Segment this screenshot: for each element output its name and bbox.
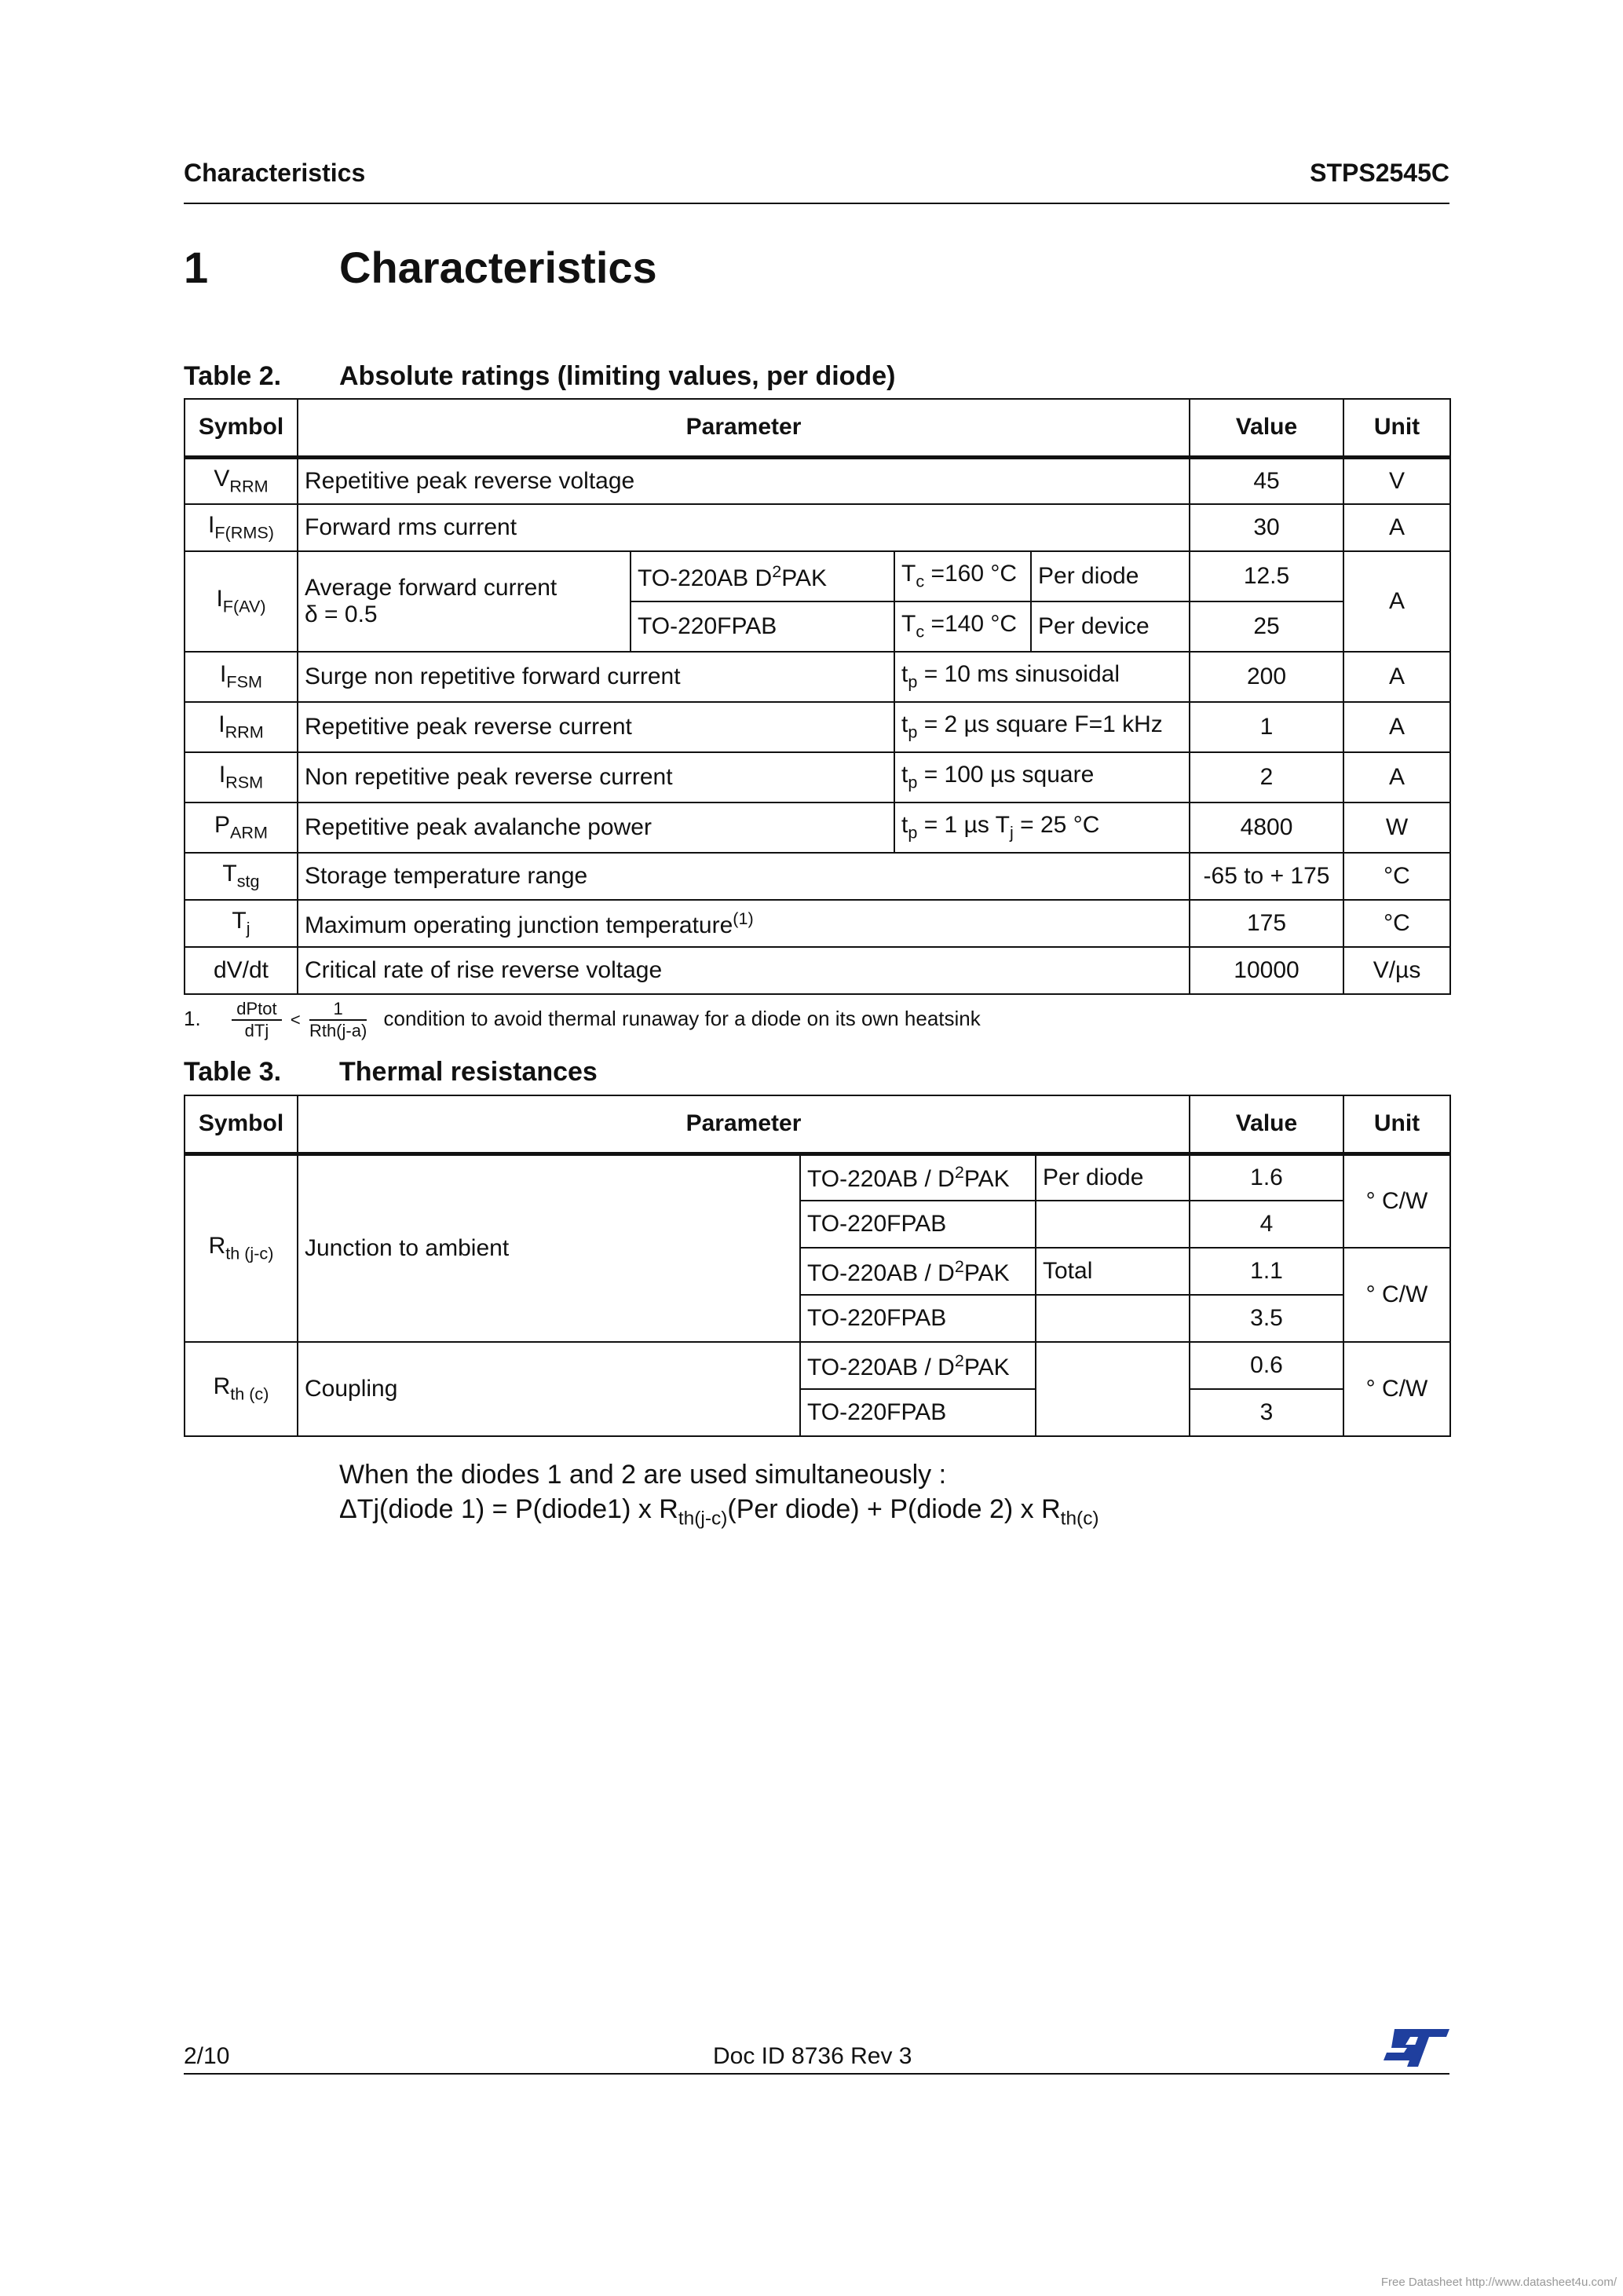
col-parameter: Parameter bbox=[298, 1095, 1190, 1153]
st-logo-icon bbox=[1384, 2027, 1449, 2068]
condition-cell: $T_c =140$ °C bbox=[894, 601, 1031, 652]
condition-cell: $t_p = 2$ µs square F=1 kHz bbox=[894, 702, 1190, 752]
value-cell: 4 bbox=[1190, 1201, 1343, 1248]
package-cell: $TO-220AB / D^2PAK$ bbox=[800, 1153, 1036, 1201]
symbol-cell: $I_{F(RMS)}$ bbox=[185, 504, 298, 551]
footnote-ref: (1) bbox=[733, 908, 754, 928]
mode-cell: Total bbox=[1036, 1248, 1190, 1295]
doc-id: Doc ID 8736 Rev 3 bbox=[713, 2043, 912, 2069]
value-cell: 2 bbox=[1190, 752, 1343, 803]
col-symbol: Symbol bbox=[185, 399, 298, 457]
package-cell: TO-220FPAB bbox=[631, 601, 894, 652]
condition-cell: $T_c =160$ °C bbox=[894, 551, 1031, 601]
unit-cell: A bbox=[1343, 652, 1450, 702]
parameter-cell: Surge non repetitive forward current bbox=[298, 652, 894, 702]
mode-cell bbox=[1036, 1295, 1190, 1342]
table-row bbox=[185, 702, 1450, 752]
formula-equation: ΔTj(diode 1) = P(diode1) x $R_{th(j-c)}(Per$ diode) + P(diode 2) x $R_{th(c)}$ bbox=[339, 1494, 1099, 1530]
condition-cell: $t_p = 100$ µs square bbox=[894, 752, 1190, 803]
unit-cell: V/µs bbox=[1343, 947, 1450, 994]
package-cell: $TO-220AB / D^2PAK$ bbox=[800, 1248, 1036, 1295]
condition-cell: $t_p = 1$ µs $T_j = 25$ °C bbox=[894, 803, 1190, 853]
symbol-cell: $T_j$ bbox=[185, 900, 298, 947]
header-rule bbox=[184, 203, 1449, 204]
unit-cell: A bbox=[1343, 551, 1450, 652]
section-title: Characteristics bbox=[339, 243, 657, 292]
value-cell: -65 to + 175 bbox=[1190, 853, 1343, 900]
thermal-resistances-table bbox=[184, 1095, 1451, 1437]
table3-title: Thermal resistances bbox=[339, 1057, 598, 1087]
unit-cell: °C bbox=[1343, 853, 1450, 900]
table-row bbox=[185, 1153, 1450, 1201]
col-value: Value bbox=[1190, 399, 1343, 457]
symbol-cell: dV/dt bbox=[185, 947, 298, 994]
table2-title: Absolute ratings (limiting values, per diode) bbox=[339, 361, 896, 391]
parameter-cell: Average forward current δ = 0.5 bbox=[298, 551, 631, 652]
package-cell: TO-220FPAB bbox=[800, 1389, 1036, 1436]
parameter-cell: Repetitive peak reverse voltage bbox=[298, 457, 1190, 504]
value-cell: 45 bbox=[1190, 457, 1343, 504]
package-cell: TO-220AB $D^2PAK$ bbox=[631, 551, 894, 601]
mode-cell: Per diode bbox=[1036, 1153, 1190, 1201]
col-unit: Unit bbox=[1343, 399, 1450, 457]
value-cell: 12.5 bbox=[1190, 551, 1343, 601]
table-row bbox=[185, 1342, 1450, 1389]
symbol-cell: $R_{th (j-c)}$ bbox=[185, 1153, 298, 1342]
unit-cell: A bbox=[1343, 752, 1450, 803]
col-value: Value bbox=[1190, 1095, 1343, 1153]
parameter-cell: Forward rms current bbox=[298, 504, 1190, 551]
value-cell: 3.5 bbox=[1190, 1295, 1343, 1342]
table-row bbox=[185, 752, 1450, 803]
unit-cell: ° C/W bbox=[1343, 1153, 1450, 1248]
unit-cell: °C bbox=[1343, 900, 1450, 947]
symbol-cell: $I_{F(AV)}$ bbox=[185, 551, 298, 652]
mode-cell: Per diode bbox=[1031, 551, 1190, 601]
fraction-one-rth: $\frac{1}{\text{Rth(j-a)}}$ bbox=[309, 999, 367, 1040]
formula-intro: When the diodes 1 and 2 are used simultaneously : bbox=[339, 1460, 947, 1490]
fraction-dptot-dtj: $\frac{\text{dPtot}}{\text{dTj}}$ bbox=[232, 999, 281, 1041]
table3-label: Table 3. bbox=[184, 1057, 282, 1087]
table-row bbox=[185, 551, 1450, 601]
col-parameter: Parameter bbox=[298, 399, 1190, 457]
parameter-cell: Critical rate of rise reverse voltage bbox=[298, 947, 1190, 994]
table-header-row bbox=[185, 1095, 1450, 1153]
value-cell: 3 bbox=[1190, 1389, 1343, 1436]
unit-cell: A bbox=[1343, 702, 1450, 752]
table-row bbox=[185, 457, 1450, 504]
parameter-cell: Maximum operating junction temperature$^{(1)}$ bbox=[298, 900, 1190, 947]
value-cell: 10000 bbox=[1190, 947, 1343, 994]
value-cell: 1.1 bbox=[1190, 1248, 1343, 1295]
symbol-cell: $P_{ARM}$ bbox=[185, 803, 298, 853]
parameter-cell: Storage temperature range bbox=[298, 853, 1190, 900]
unit-cell: W bbox=[1343, 803, 1450, 853]
parameter-cell: Coupling bbox=[298, 1342, 800, 1436]
table-row bbox=[185, 504, 1450, 551]
package-cell: $TO-220AB / D^2PAK$ bbox=[800, 1342, 1036, 1389]
symbol-cell: $T_{stg}$ bbox=[185, 853, 298, 900]
parameter-cell: Repetitive peak avalanche power bbox=[298, 803, 894, 853]
table-row bbox=[185, 900, 1450, 947]
col-symbol: Symbol bbox=[185, 1095, 298, 1153]
absolute-ratings-table bbox=[184, 398, 1451, 995]
unit-cell: V bbox=[1343, 457, 1450, 504]
value-cell: 25 bbox=[1190, 601, 1343, 652]
running-header-part-number: STPS2545C bbox=[1310, 159, 1449, 187]
formula-block bbox=[339, 1457, 1099, 1537]
value-cell: 4800 bbox=[1190, 803, 1343, 853]
table-header-row bbox=[185, 399, 1450, 457]
value-cell: 0.6 bbox=[1190, 1342, 1343, 1389]
table-row bbox=[185, 947, 1450, 994]
symbol-cell: $I_{RSM}$ bbox=[185, 752, 298, 803]
footer-rule bbox=[184, 2073, 1449, 2075]
parameter-cell: Non repetitive peak reverse current bbox=[298, 752, 894, 803]
running-header-section: Characteristics bbox=[184, 159, 366, 187]
value-cell: 1 bbox=[1190, 702, 1343, 752]
value-cell: 200 bbox=[1190, 652, 1343, 702]
page-number: 2/10 bbox=[184, 2043, 230, 2069]
value-cell: 30 bbox=[1190, 504, 1343, 551]
parameter-cell: Repetitive peak reverse current bbox=[298, 702, 894, 752]
watermark: Free Datasheet http://www.datasheet4u.com/ bbox=[1380, 2276, 1617, 2289]
symbol-cell: $I_{RRM}$ bbox=[185, 702, 298, 752]
table-row bbox=[185, 652, 1450, 702]
table-row bbox=[185, 853, 1450, 900]
mode-cell bbox=[1036, 1342, 1190, 1436]
table-row bbox=[185, 803, 1450, 853]
value-cell: 1.6 bbox=[1190, 1153, 1343, 1201]
mode-cell: Per device bbox=[1031, 601, 1190, 652]
package-cell: TO-220FPAB bbox=[800, 1201, 1036, 1248]
symbol-cell: $V_{RRM}$ bbox=[185, 457, 298, 504]
symbol-cell: $I_{FSM}$ bbox=[185, 652, 298, 702]
unit-cell: ° C/W bbox=[1343, 1248, 1450, 1342]
unit-cell: ° C/W bbox=[1343, 1342, 1450, 1436]
table2-label: Table 2. bbox=[184, 361, 282, 391]
unit-cell: A bbox=[1343, 504, 1450, 551]
table2-footnote: 1. $\frac{\text{dPtot}}{\text{dTj}}$ < $\frac{1}{\text{Rth(j-a)}}$ condition to avoid thermal runaway for a diode on its own heatsink bbox=[184, 999, 981, 1040]
col-unit: Unit bbox=[1343, 1095, 1450, 1153]
package-cell: TO-220FPAB bbox=[800, 1295, 1036, 1342]
condition-cell: $t_p = 10$ ms sinusoidal bbox=[894, 652, 1190, 702]
mode-cell bbox=[1036, 1201, 1190, 1248]
parameter-cell: Junction to ambient bbox=[298, 1153, 800, 1342]
value-cell: 175 bbox=[1190, 900, 1343, 947]
symbol-cell: $R_{th (c)}$ bbox=[185, 1342, 298, 1436]
section-number: 1 bbox=[184, 243, 209, 292]
